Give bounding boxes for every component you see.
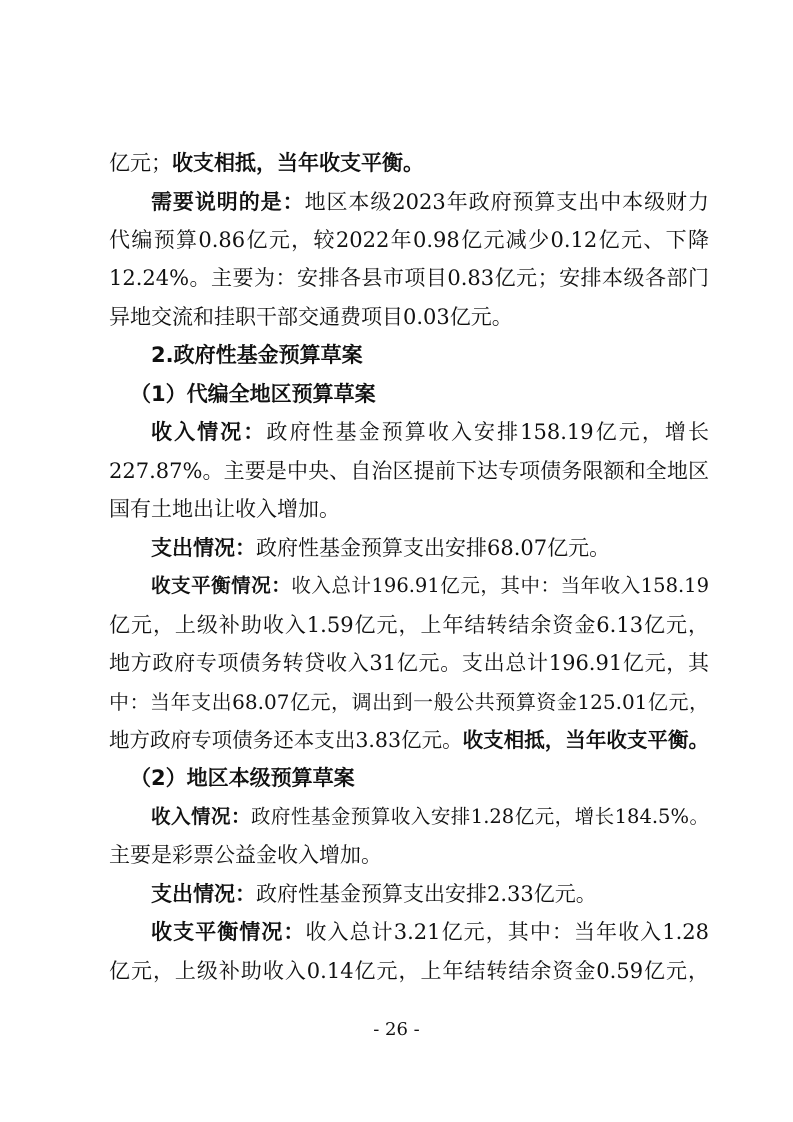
line-text: 主要是彩票公益金收入增加。	[109, 843, 382, 867]
line-bold-lead: 支出情况：	[151, 882, 256, 906]
paragraph-line-9	[109, 453, 709, 489]
line-bold-tail: 收支相抵，当年收支平衡。	[462, 728, 709, 752]
line-bold-tail: 收支相抵，当年收支平衡。	[172, 151, 424, 175]
paragraph-line-22	[109, 953, 709, 989]
paragraph-line-1	[109, 145, 709, 181]
line-text: 亿元；	[109, 151, 172, 175]
paragraph-line-4	[109, 260, 709, 296]
line-text: 政府性基金预算支出安排68.07亿元。	[256, 536, 611, 560]
line-text: 收入总计196.91亿元，其中：当年收入158.19	[291, 574, 709, 597]
line-text: 代编预算0.86亿元，较2022年0.98亿元减少0.12亿元、下降	[109, 228, 709, 252]
paragraph-line-18	[151, 799, 709, 835]
paragraph-line-20	[151, 876, 709, 912]
line-text: 地区本级2023年政府预算支出中本级财力	[304, 190, 709, 214]
paragraph-line-8	[151, 414, 709, 450]
paragraph-line-10	[109, 491, 709, 527]
heading-text: （2）地区本级预算草案	[130, 766, 355, 790]
paragraph-line-13	[109, 607, 709, 643]
line-text: 亿元，上级补助收入0.14亿元，上年结转结余资金0.59亿元，	[109, 959, 709, 983]
line-text: 政府性基金预算收入安排158.19亿元，增长	[266, 420, 709, 444]
line-text: 政府性基金预算收入安排1.28亿元，增长184.5%。	[250, 805, 709, 828]
line-bold-lead: 收支平衡情况：	[151, 920, 306, 944]
line-text: 地方政府专项债务还本支出3.83亿元。	[109, 728, 463, 752]
line-text: 异地交流和挂职干部交通费项目0.03亿元。	[109, 305, 513, 329]
line-text: 12.24%。主要为：安排各县市项目0.83亿元；安排本级各部门	[109, 266, 709, 290]
paragraph-line-15	[109, 684, 709, 720]
line-bold-lead: 需要说明的是：	[151, 190, 305, 214]
subsection-heading-1	[130, 376, 709, 412]
line-text: 中：当年支出68.07亿元，调出到一般公共预算资金125.01亿元，	[109, 690, 709, 714]
paragraph-line-12	[151, 568, 709, 604]
line-bold-lead: 收入情况：	[151, 420, 267, 444]
paragraph-line-3	[109, 222, 709, 258]
subsection-heading-2	[130, 760, 709, 796]
line-text: 227.87%。主要是中央、自治区提前下达专项债务限额和全地区	[109, 459, 709, 483]
paragraph-line-14	[109, 645, 709, 681]
line-bold-lead: 收入情况：	[151, 805, 251, 828]
line-text: 政府性基金预算支出安排2.33亿元。	[256, 882, 597, 906]
line-bold-lead: 支出情况：	[151, 536, 256, 560]
heading-text: 2.政府性基金预算草案	[151, 343, 363, 367]
line-text: 收入总计3.21亿元，其中：当年收入1.28	[305, 920, 709, 944]
page-number: - 26 -	[373, 1019, 420, 1040]
heading-text: （1）代编全地区预算草案	[130, 382, 376, 406]
paragraph-line-21	[151, 914, 709, 950]
line-text: 国有土地出让收入增加。	[109, 497, 340, 521]
paragraph-line-19	[109, 837, 709, 873]
section-heading-2	[151, 337, 709, 373]
paragraph-line-16	[109, 722, 709, 758]
paragraph-line-11	[151, 530, 709, 566]
line-bold-lead: 收支平衡情况：	[151, 574, 292, 597]
paragraph-line-2	[151, 184, 709, 220]
line-text: 地方政府专项债务转贷收入31亿元。支出总计196.91亿元，其	[109, 651, 709, 675]
paragraph-line-5	[109, 299, 709, 335]
line-text: 亿元，上级补助收入1.59亿元，上年结转结余资金6.13亿元，	[109, 613, 709, 637]
